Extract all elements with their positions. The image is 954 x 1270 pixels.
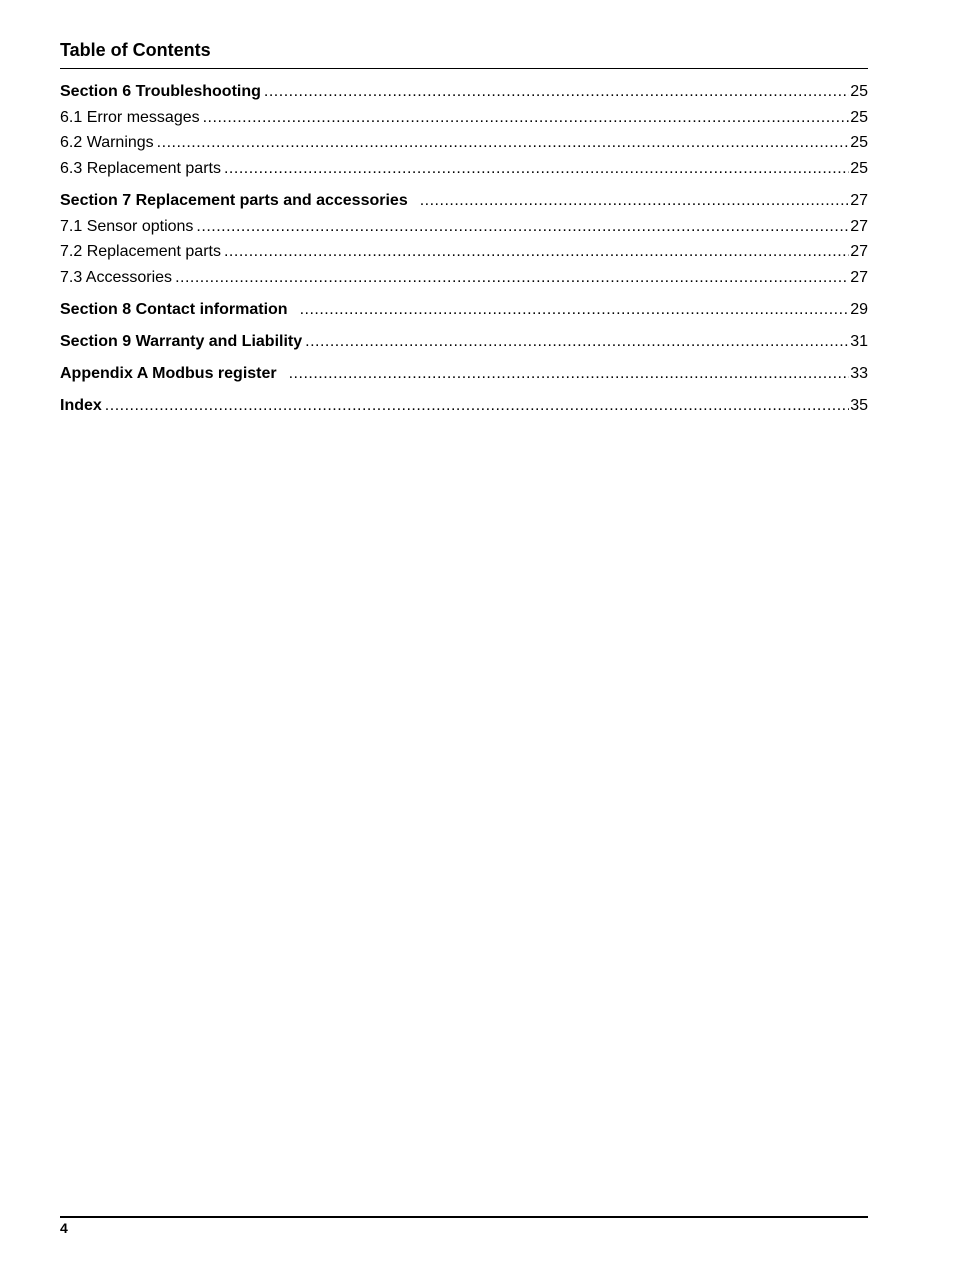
dot-leader (105, 396, 849, 416)
toc-entry-label: 6.2 Warnings (60, 134, 154, 151)
toc-entry-section-9[interactable] (60, 332, 868, 352)
toc-entry-page: 25 (850, 160, 868, 177)
toc-entry-page: 29 (850, 301, 868, 318)
toc-entry-label: Section 9 Warranty and Liability (60, 333, 303, 350)
dot-leader (264, 82, 849, 102)
toc-entry-page: 35 (850, 397, 868, 414)
toc-entry-section-8[interactable] (60, 300, 868, 320)
toc-entry-label: Section 8 Contact information (60, 301, 288, 318)
toc-entry-page: 31 (850, 333, 868, 350)
dot-leader (203, 108, 850, 128)
toc-entry-index[interactable] (60, 396, 868, 416)
toc-entry-page: 25 (850, 134, 868, 151)
toc-entry-label: Section 7 Replacement parts and accessories (60, 192, 408, 209)
dot-leader (175, 268, 849, 288)
toc-entry-label: 7.3 Accessories (60, 269, 173, 286)
toc-entry-6-1[interactable] (60, 108, 868, 128)
dot-leader (224, 159, 849, 179)
toc-entry-label: 7.1 Sensor options (60, 218, 194, 235)
toc-entry-appendix-a[interactable] (60, 364, 868, 384)
title-divider (60, 68, 868, 69)
page-number: 4 (60, 1220, 68, 1236)
dot-leader (420, 191, 849, 211)
toc-entry-page: 27 (850, 218, 868, 235)
dot-leader (196, 217, 849, 237)
toc-entry-7-1[interactable] (60, 217, 868, 237)
dot-leader (289, 364, 850, 384)
toc-entry-page: 33 (850, 365, 868, 382)
dot-leader (300, 300, 850, 320)
toc-entry-page: 25 (850, 109, 868, 126)
toc-entry-label: Section 6 Troubleshooting (60, 83, 261, 100)
page-title: Table of Contents (60, 40, 211, 60)
toc-entry-page: 25 (850, 83, 868, 100)
toc-entry-label: 7.2 Replacement parts (60, 243, 221, 260)
toc-entry-page: 27 (850, 243, 868, 260)
toc-entry-7-3[interactable] (60, 268, 868, 288)
footer-divider (60, 1216, 868, 1218)
toc-entry-6-2[interactable] (60, 133, 868, 153)
toc-entry-page: 27 (850, 269, 868, 286)
toc-entry-7-2[interactable] (60, 242, 868, 262)
toc-entry-label: Appendix A Modbus register (60, 365, 277, 382)
dot-leader (305, 332, 849, 352)
toc-entry-section-7[interactable] (60, 191, 868, 211)
toc-entry-page: 27 (850, 192, 868, 209)
toc-entry-label: 6.1 Error messages (60, 109, 200, 126)
dot-leader (224, 242, 849, 262)
toc-entry-label: Index (60, 397, 102, 414)
toc-entry-section-6[interactable] (60, 82, 868, 102)
dot-leader (157, 133, 850, 153)
toc-entry-label: 6.3 Replacement parts (60, 160, 221, 177)
toc-entry-6-3[interactable] (60, 159, 868, 179)
